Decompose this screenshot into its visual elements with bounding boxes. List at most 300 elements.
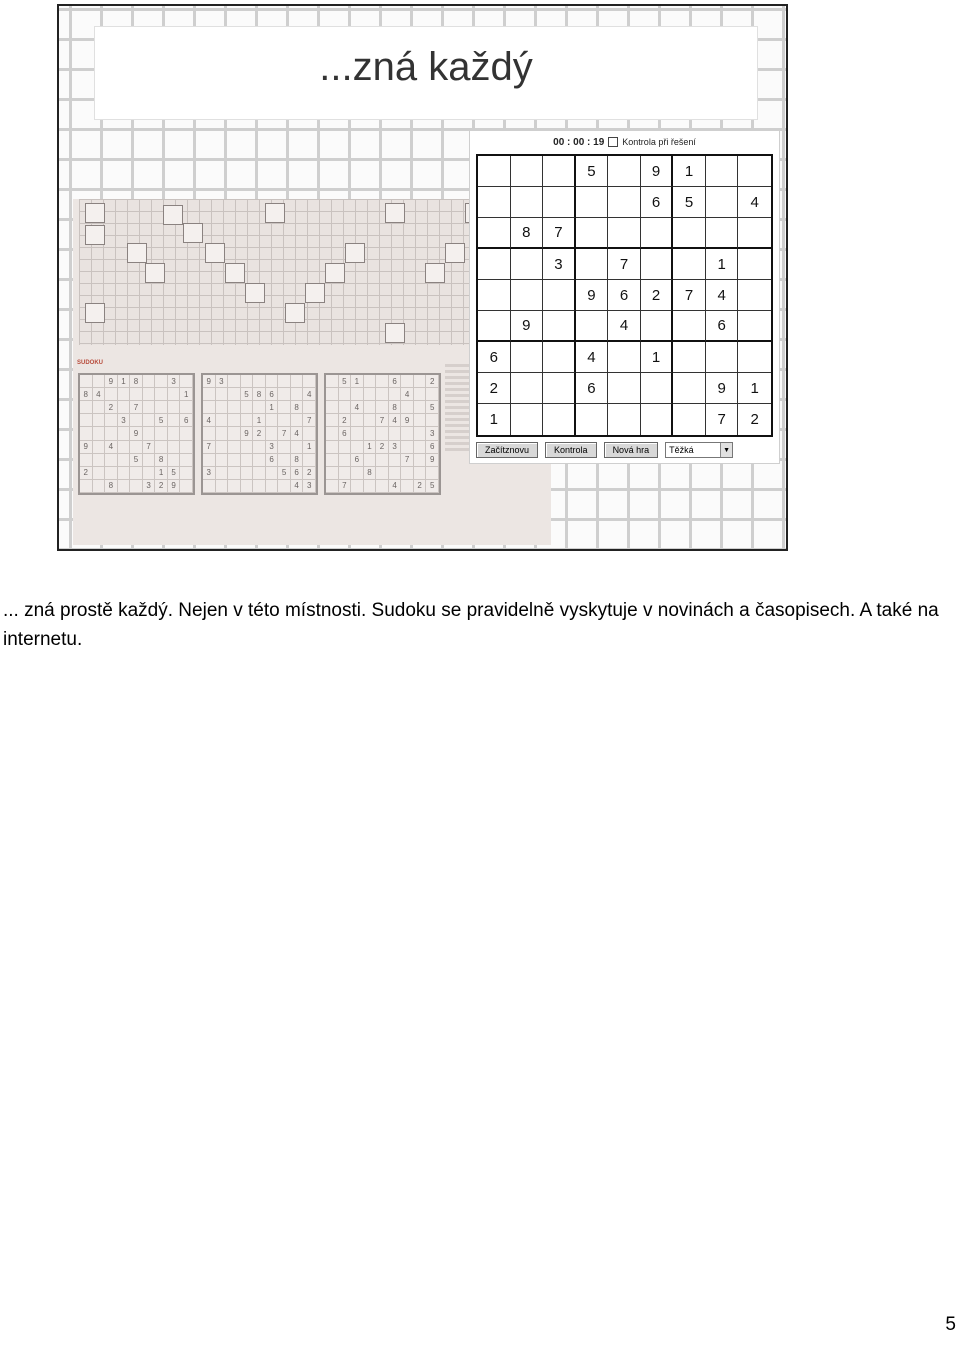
news-sudoku-cell — [118, 401, 131, 414]
news-sudoku-cell — [326, 454, 339, 467]
sudoku-cell[interactable] — [608, 373, 641, 404]
news-sudoku-cell — [143, 401, 156, 414]
news-sudoku-cell — [303, 375, 316, 388]
news-sudoku-cell: 1 — [180, 388, 193, 401]
news-section-label: SUDOKU — [77, 360, 104, 366]
sudoku-cell[interactable] — [738, 218, 771, 249]
news-sudoku-cell — [130, 480, 143, 493]
news-sudoku-cell — [303, 401, 316, 414]
news-sudoku-cell — [351, 388, 364, 401]
sudoku-cell[interactable]: 5 — [673, 187, 706, 218]
news-sudoku-cell: 3 — [266, 441, 279, 454]
news-sudoku-cell — [266, 480, 279, 493]
news-sudoku-cell — [203, 480, 216, 493]
news-sudoku-cell: 4 — [303, 388, 316, 401]
news-sudoku-cell — [241, 441, 254, 454]
news-sudoku-cell — [291, 388, 304, 401]
news-sudoku-cell: 1 — [118, 375, 131, 388]
sudoku-cell[interactable] — [608, 218, 641, 249]
sudoku-cell[interactable]: 1 — [478, 404, 511, 435]
news-sudoku-cell — [118, 480, 131, 493]
news-sudoku-cell — [414, 414, 427, 427]
news-sudoku-cell — [130, 467, 143, 480]
sudoku-cell[interactable]: 9 — [576, 280, 609, 311]
news-sudoku-cell: 7 — [203, 441, 216, 454]
news-sudoku-cell — [253, 401, 266, 414]
sudoku-cell[interactable] — [641, 249, 674, 280]
news-sudoku-cell — [93, 414, 106, 427]
news-sudoku-cell — [143, 427, 156, 440]
news-sudoku-puzzle — [201, 373, 318, 495]
news-sudoku-cell — [155, 401, 168, 414]
news-sudoku-cell — [228, 388, 241, 401]
news-sudoku-cell — [376, 375, 389, 388]
sudoku-cell[interactable]: 6 — [576, 373, 609, 404]
sudoku-cell[interactable]: 6 — [608, 280, 641, 311]
news-sudoku-cell — [339, 454, 352, 467]
news-sudoku-cell — [401, 375, 414, 388]
news-sudoku-cell — [105, 467, 118, 480]
sudoku-cell[interactable] — [738, 280, 771, 311]
news-sudoku-cell — [266, 467, 279, 480]
sudoku-cell[interactable] — [706, 187, 739, 218]
news-sudoku-cell: 4 — [389, 414, 402, 427]
sudoku-cell[interactable]: 1 — [706, 249, 739, 280]
news-sudoku-cell — [326, 401, 339, 414]
news-sudoku-cell — [118, 388, 131, 401]
news-sudoku-cell — [216, 388, 229, 401]
sudoku-cell[interactable]: 9 — [641, 156, 674, 187]
news-sudoku-cell — [118, 467, 131, 480]
sudoku-cell[interactable] — [576, 218, 609, 249]
news-sudoku-cell — [228, 454, 241, 467]
sudoku-cell[interactable] — [673, 342, 706, 373]
check-button[interactable]: Kontrola — [545, 442, 597, 458]
sudoku-cell[interactable]: 7 — [608, 249, 641, 280]
news-sudoku-cell — [105, 454, 118, 467]
sudoku-cell[interactable]: 8 — [511, 218, 544, 249]
sudoku-cell[interactable]: 6 — [706, 311, 739, 342]
sudoku-cell[interactable] — [511, 187, 544, 218]
sudoku-cell[interactable]: 9 — [706, 373, 739, 404]
news-sudoku-cell: 7 — [130, 401, 143, 414]
news-sudoku-cell — [155, 375, 168, 388]
news-sudoku-cell: 2 — [253, 427, 266, 440]
news-sudoku-cell — [291, 375, 304, 388]
news-sudoku-cell: 4 — [291, 427, 304, 440]
news-sudoku-cell: 8 — [364, 467, 377, 480]
news-sudoku-cell — [93, 480, 106, 493]
news-sudoku-cell — [253, 480, 266, 493]
news-sudoku-cell — [241, 480, 254, 493]
news-sudoku-cell: 5 — [168, 467, 181, 480]
news-sudoku-cell — [326, 427, 339, 440]
news-sudoku-cell — [364, 375, 377, 388]
news-sudoku-cell — [80, 375, 93, 388]
sudoku-cell[interactable]: 6 — [641, 187, 674, 218]
news-sudoku-cell — [143, 467, 156, 480]
sudoku-cell[interactable] — [478, 156, 511, 187]
news-sudoku-cell: 6 — [389, 375, 402, 388]
news-sudoku-cell — [143, 375, 156, 388]
sudoku-cell[interactable] — [738, 342, 771, 373]
news-sudoku-cell — [339, 441, 352, 454]
news-sudoku-cell — [80, 480, 93, 493]
sudoku-cell[interactable]: 2 — [478, 373, 511, 404]
sudoku-cell[interactable]: 9 — [511, 311, 544, 342]
slide — [57, 4, 788, 551]
button-row — [476, 441, 773, 459]
sudoku-cell[interactable] — [706, 218, 739, 249]
news-sudoku-cell: 9 — [80, 441, 93, 454]
news-sudoku-cell — [351, 467, 364, 480]
news-sudoku-cell — [364, 427, 377, 440]
news-sudoku-cell — [426, 388, 439, 401]
news-sudoku-cell — [203, 388, 216, 401]
news-sudoku-cell: 6 — [351, 454, 364, 467]
news-sudoku-cell — [216, 401, 229, 414]
sudoku-cell[interactable]: 4 — [608, 311, 641, 342]
sudoku-cell[interactable] — [511, 342, 544, 373]
news-sudoku-cell — [130, 414, 143, 427]
news-sudoku-cell — [414, 375, 427, 388]
news-sudoku-cell — [401, 441, 414, 454]
news-sudoku-cell — [364, 401, 377, 414]
news-sudoku-cell: 9 — [203, 375, 216, 388]
news-sudoku-cell: 3 — [203, 467, 216, 480]
news-sudoku-cell — [253, 375, 266, 388]
news-sudoku-cell — [203, 427, 216, 440]
sudoku-cell[interactable] — [673, 249, 706, 280]
news-sudoku-cell: 4 — [401, 388, 414, 401]
news-sudoku-cell — [278, 480, 291, 493]
news-sudoku-cell — [180, 441, 193, 454]
news-sudoku-cell — [326, 375, 339, 388]
news-sudoku-cell — [266, 427, 279, 440]
news-sudoku-cell — [80, 427, 93, 440]
news-sudoku-cell — [228, 441, 241, 454]
news-sudoku-cell — [228, 480, 241, 493]
news-sudoku-cell: 9 — [168, 480, 181, 493]
news-sudoku-cell — [216, 454, 229, 467]
news-sudoku-cell — [364, 388, 377, 401]
sudoku-cell[interactable]: 3 — [543, 249, 576, 280]
sudoku-cell[interactable] — [608, 156, 641, 187]
news-sudoku-cell — [216, 480, 229, 493]
news-sudoku-cell — [278, 441, 291, 454]
news-sudoku-cell: 9 — [241, 427, 254, 440]
news-sudoku-cell: 6 — [266, 388, 279, 401]
news-sudoku-cell: 8 — [389, 401, 402, 414]
sudoku-cell[interactable] — [478, 187, 511, 218]
news-sudoku-cell — [228, 414, 241, 427]
sudoku-cell[interactable] — [673, 311, 706, 342]
news-sudoku-cell: 6 — [266, 454, 279, 467]
sudoku-cell[interactable]: 7 — [673, 280, 706, 311]
news-sudoku-cell — [326, 467, 339, 480]
chevron-down-icon[interactable]: ▼ — [720, 443, 732, 457]
sudoku-cell[interactable] — [608, 187, 641, 218]
sudoku-cell[interactable] — [511, 156, 544, 187]
sudoku-cell[interactable] — [543, 342, 576, 373]
restart-button[interactable]: Začítznovu — [476, 442, 538, 458]
news-sudoku-cell — [228, 427, 241, 440]
news-sudoku-cell: 9 — [105, 375, 118, 388]
news-sudoku-cell — [80, 414, 93, 427]
sudoku-cell[interactable]: 1 — [673, 156, 706, 187]
news-sudoku-cell — [180, 454, 193, 467]
sudoku-cell[interactable] — [576, 311, 609, 342]
news-sudoku-cell — [118, 427, 131, 440]
title-box — [94, 26, 758, 120]
sudoku-cell[interactable] — [608, 404, 641, 435]
timer: 00 : 00 : 19 — [553, 136, 605, 148]
news-sudoku-cell — [414, 467, 427, 480]
news-sudoku-cell: 1 — [155, 467, 168, 480]
news-sudoku-cell: 9 — [426, 454, 439, 467]
sudoku-grid — [476, 154, 773, 437]
sudoku-cell[interactable] — [511, 373, 544, 404]
news-sudoku-cell — [241, 467, 254, 480]
sudoku-cell[interactable]: 1 — [738, 373, 771, 404]
news-sudoku-cell — [414, 401, 427, 414]
news-sudoku-cell — [278, 388, 291, 401]
sudoku-cell[interactable] — [738, 156, 771, 187]
news-sudoku-cell: 5 — [426, 480, 439, 493]
news-sudoku-cell: 7 — [401, 454, 414, 467]
sudoku-cell[interactable]: 7 — [543, 218, 576, 249]
news-sudoku-cell: 1 — [253, 414, 266, 427]
news-sudoku-cell — [228, 467, 241, 480]
news-sudoku-cell — [93, 467, 106, 480]
news-sudoku-cell: 3 — [143, 480, 156, 493]
new-game-button[interactable]: Nová hra — [604, 442, 659, 458]
sudoku-cell[interactable] — [673, 373, 706, 404]
sudoku-cell[interactable] — [641, 373, 674, 404]
sudoku-cell[interactable] — [641, 404, 674, 435]
news-sudoku-cell — [326, 388, 339, 401]
news-sudoku-cell — [93, 454, 106, 467]
news-sudoku-cell: 4 — [93, 388, 106, 401]
news-sudoku-cell — [401, 480, 414, 493]
news-sudoku-cell — [426, 467, 439, 480]
news-sudoku-cell — [389, 388, 402, 401]
news-sudoku-cell: 5 — [278, 467, 291, 480]
news-sudoku-cell: 4 — [203, 414, 216, 427]
check-label: Kontrola při řešení — [622, 137, 696, 147]
news-sudoku-cell: 2 — [426, 375, 439, 388]
news-sudoku-cell — [401, 427, 414, 440]
news-sudoku-cell: 6 — [291, 467, 304, 480]
sudoku-cell[interactable] — [738, 311, 771, 342]
news-sudoku-cell: 9 — [401, 414, 414, 427]
sudoku-cell[interactable] — [511, 249, 544, 280]
news-sudoku-cell — [253, 454, 266, 467]
check-checkbox[interactable] — [608, 137, 618, 147]
news-sudoku-cell — [376, 480, 389, 493]
news-sudoku-cell — [168, 454, 181, 467]
sudoku-cell[interactable] — [706, 342, 739, 373]
news-sudoku-cell — [241, 454, 254, 467]
news-sudoku-cell: 5 — [155, 414, 168, 427]
sudoku-cell[interactable] — [543, 156, 576, 187]
news-sudoku-cell — [414, 441, 427, 454]
news-sudoku-cell — [168, 441, 181, 454]
sudoku-cell[interactable] — [576, 249, 609, 280]
news-sudoku-cell: 1 — [266, 401, 279, 414]
news-sudoku-cell — [351, 427, 364, 440]
news-sudoku-cell — [143, 414, 156, 427]
news-sudoku-cell: 6 — [426, 441, 439, 454]
news-sudoku-cell — [155, 427, 168, 440]
sudoku-cell[interactable]: 2 — [641, 280, 674, 311]
news-sudoku-cell — [401, 467, 414, 480]
sudoku-cell[interactable] — [543, 187, 576, 218]
slide-title: ...zná každý — [319, 45, 533, 89]
news-sudoku-cell — [266, 414, 279, 427]
sudoku-cell[interactable] — [478, 218, 511, 249]
slide-notes: ... zná prostě každý. Nejen v této místnosti. Sudoku se pravidelně vyskytuje v novinách a časopisech. A také na internetu. — [3, 600, 939, 650]
news-sudoku-cell — [326, 441, 339, 454]
sudoku-cell[interactable]: 7 — [706, 404, 739, 435]
sudoku-cell[interactable] — [543, 373, 576, 404]
news-sudoku-cell — [168, 414, 181, 427]
news-sudoku-cell — [118, 441, 131, 454]
sudoku-cell[interactable] — [576, 187, 609, 218]
news-sudoku-cell: 5 — [339, 375, 352, 388]
news-sudoku-cell — [253, 441, 266, 454]
news-sudoku-cell — [278, 375, 291, 388]
news-sudoku-cell — [93, 375, 106, 388]
news-sudoku-puzzle — [78, 373, 195, 495]
news-sudoku-cell — [143, 454, 156, 467]
news-sudoku-cell — [180, 480, 193, 493]
news-sudoku-cell: 7 — [376, 414, 389, 427]
sudoku-cell[interactable] — [738, 249, 771, 280]
sudoku-cell[interactable]: 4 — [576, 342, 609, 373]
page-number: 5 — [945, 1314, 956, 1335]
news-sudoku-cell: 8 — [253, 388, 266, 401]
news-sudoku-cell — [291, 414, 304, 427]
news-sudoku-puzzle — [324, 373, 441, 495]
news-sudoku-cell — [351, 441, 364, 454]
news-sudoku-cell: 2 — [80, 467, 93, 480]
news-sudoku-cell — [401, 401, 414, 414]
news-sudoku-cell — [339, 467, 352, 480]
news-sudoku-cell — [414, 454, 427, 467]
news-sudoku-cell — [105, 427, 118, 440]
sudoku-cell[interactable]: 2 — [750, 411, 759, 428]
news-sudoku-cell — [303, 454, 316, 467]
news-sudoku-cell — [414, 388, 427, 401]
news-sudoku-cell — [326, 414, 339, 427]
news-sudoku-cell: 8 — [291, 401, 304, 414]
news-sudoku-cell — [80, 454, 93, 467]
news-sudoku-cell: 3 — [118, 414, 131, 427]
sudoku-cell[interactable] — [478, 249, 511, 280]
news-sudoku-cell — [426, 414, 439, 427]
news-sudoku-cell — [389, 467, 402, 480]
news-sudoku-cell — [216, 414, 229, 427]
news-sudoku-cell — [180, 467, 193, 480]
sudoku-cell[interactable] — [511, 404, 544, 435]
news-sudoku-cell — [80, 401, 93, 414]
news-sudoku-cell — [278, 414, 291, 427]
news-sudoku-cell — [376, 401, 389, 414]
sudoku-cell[interactable] — [641, 311, 674, 342]
sudoku-cell[interactable] — [576, 404, 609, 435]
sudoku-cell[interactable] — [543, 404, 576, 435]
news-sudoku-cell — [278, 401, 291, 414]
news-sudoku-cell: 3 — [303, 480, 316, 493]
news-sudoku-cell: 3 — [426, 427, 439, 440]
sudoku-cell[interactable]: 6 — [478, 342, 511, 373]
news-sudoku-cell — [278, 454, 291, 467]
sudoku-cell[interactable]: 5 — [576, 156, 609, 187]
news-sudoku-cell: 8 — [80, 388, 93, 401]
news-sudoku-cell: 4 — [105, 441, 118, 454]
news-sudoku-cell: 8 — [291, 454, 304, 467]
sudoku-cell[interactable] — [478, 311, 511, 342]
news-sudoku-cell — [155, 388, 168, 401]
news-sudoku-cell: 5 — [426, 401, 439, 414]
news-sudoku-cell — [203, 454, 216, 467]
sudoku-cell[interactable] — [673, 404, 706, 435]
sudoku-cell[interactable] — [543, 280, 576, 311]
news-sudoku-cell — [241, 401, 254, 414]
sudoku-cell[interactable] — [608, 342, 641, 373]
news-sudoku-cell: 8 — [155, 454, 168, 467]
news-sudoku-cell — [168, 401, 181, 414]
timer-bar — [470, 135, 779, 149]
news-sudoku-cell — [364, 414, 377, 427]
news-sudoku-cell: 4 — [291, 480, 304, 493]
news-sudoku-cell — [339, 401, 352, 414]
news-sudoku-cell — [155, 441, 168, 454]
news-sudoku-cell: 1 — [351, 375, 364, 388]
sudoku-cell[interactable]: 4 — [706, 280, 739, 311]
news-sudoku-cell — [216, 441, 229, 454]
news-sudoku-cell — [118, 454, 131, 467]
news-sudoku-cell: 6 — [180, 414, 193, 427]
news-sudoku-cell: 2 — [105, 401, 118, 414]
difficulty-value: Těžká — [669, 445, 694, 455]
sudoku-cell[interactable] — [478, 280, 511, 311]
news-sudoku-cell — [303, 427, 316, 440]
sudoku-cell[interactable] — [511, 280, 544, 311]
news-sudoku-cell: 4 — [351, 401, 364, 414]
news-sudoku-cell: 2 — [303, 467, 316, 480]
news-sudoku-cell — [389, 454, 402, 467]
sudoku-cell[interactable] — [673, 218, 706, 249]
difficulty-select[interactable] — [665, 442, 733, 458]
news-sudoku-cell — [143, 388, 156, 401]
news-sudoku-cell: 7 — [143, 441, 156, 454]
sudoku-cell[interactable]: 4 — [738, 187, 771, 218]
sudoku-cell[interactable] — [543, 311, 576, 342]
sudoku-cell[interactable] — [641, 218, 674, 249]
news-sudoku-cell: 8 — [130, 375, 143, 388]
sudoku-cell[interactable] — [706, 156, 739, 187]
news-sudoku-cell: 7 — [339, 480, 352, 493]
sudoku-cell[interactable]: 1 — [641, 342, 674, 373]
news-sudoku-cell: 6 — [339, 427, 352, 440]
news-sudoku-cell — [241, 414, 254, 427]
news-sudoku-cell — [364, 454, 377, 467]
news-sudoku-cell: 3 — [168, 375, 181, 388]
news-sudoku-cell: 5 — [241, 388, 254, 401]
news-sudoku-cell — [216, 427, 229, 440]
